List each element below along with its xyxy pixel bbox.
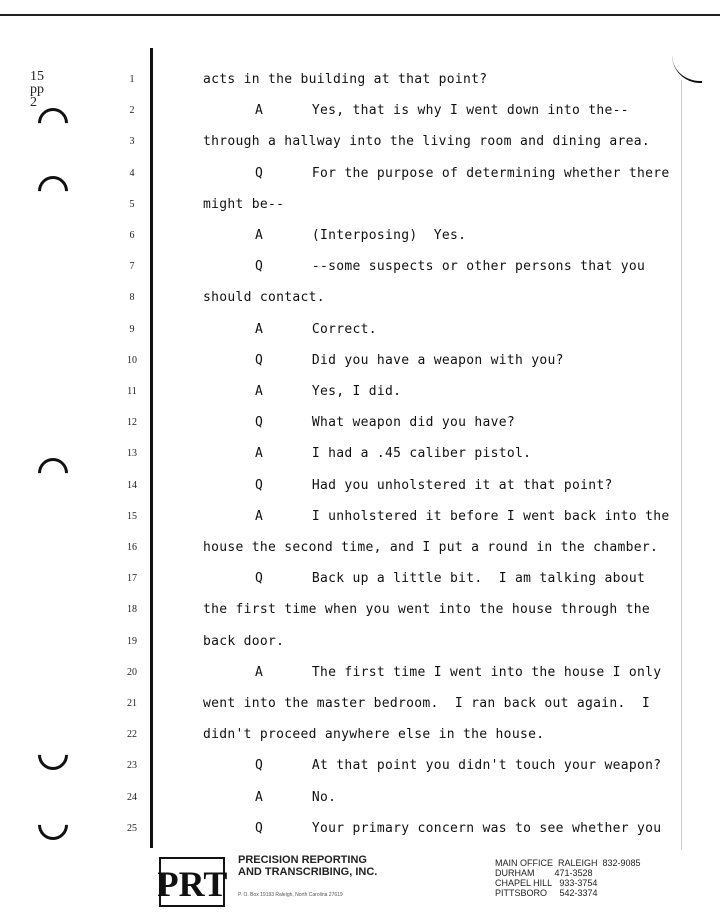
transcript-line: A I unholstered it before I went back into the: [255, 508, 670, 524]
punch-hole-icon: [32, 804, 74, 846]
transcript-line: A I had a .45 caliber pistol.: [255, 446, 532, 462]
transcript-line: A The first time I went into the house I only: [255, 664, 662, 680]
office-line: MAIN OFFICE RALEIGH 832-9085: [495, 858, 641, 868]
line-number: 6: [129, 230, 135, 241]
punch-hole-icon: [32, 452, 74, 494]
line-number: 23: [127, 760, 137, 772]
transcript-line: went into the master bedroom. I ran back out again. I: [203, 696, 650, 711]
margin-note: [30, 70, 44, 109]
line-number: 8: [129, 292, 135, 304]
transcript-line: Q Your primary concern was to see whether you: [255, 820, 662, 836]
line-number: 18: [127, 604, 137, 616]
line-number: 22: [127, 729, 137, 741]
office-list: [495, 858, 641, 898]
firm-name: [238, 854, 377, 878]
transcript-line: back door.: [203, 633, 285, 649]
office-line: DURHAM 471-3528: [495, 868, 593, 878]
line-number: 21: [127, 698, 137, 709]
transcript-line: A Yes, that is why I went down into the--: [255, 103, 629, 119]
line-number: 19: [127, 635, 137, 647]
punch-hole-icon: [32, 734, 74, 776]
transcript-line: Q Back up a little bit. I am talking about: [255, 571, 646, 587]
top-rule: [0, 14, 720, 16]
line-number: 24: [127, 791, 137, 803]
line-number: 17: [127, 573, 137, 585]
line-number: 14: [127, 479, 137, 491]
firm-logo: [158, 854, 228, 910]
transcript-line: house the second time, and I put a round in the chamber.: [203, 540, 659, 555]
firm-address: P. O. Box 19193 Raleigh, North Carolina 27619: [238, 892, 343, 898]
line-number: 10: [127, 354, 137, 366]
margin-note-line: pp: [30, 82, 44, 97]
transcript-line: might be--: [203, 196, 285, 212]
line-number: 20: [127, 666, 137, 678]
office-line: CHAPEL HILL 933-3754: [495, 878, 598, 888]
page-corner-mark: [672, 55, 702, 83]
line-number: 12: [127, 417, 137, 429]
line-number: 25: [127, 822, 137, 834]
transcript-line: A Yes, I did.: [255, 384, 402, 399]
line-number: 4: [129, 167, 135, 179]
transcript-line: Q At that point you didn't touch your weapon?: [255, 758, 662, 774]
line-number: 2: [129, 105, 135, 117]
transcript-line: through a hallway into the living room and dining area.: [203, 134, 650, 150]
transcript-line: A Correct.: [255, 321, 377, 337]
line-number: 1: [129, 74, 135, 85]
transcript-line: A No.: [255, 789, 337, 805]
transcript-line: should contact.: [203, 290, 325, 306]
line-number: 16: [127, 542, 137, 553]
line-number: 5: [129, 198, 135, 210]
line-number: 3: [129, 136, 135, 148]
firm-name-line: AND TRANSCRIBING, INC.: [238, 866, 378, 878]
margin-rule: [150, 48, 153, 848]
transcript-line: Q For the purpose of determining whether there: [255, 165, 670, 181]
line-number: 15: [127, 510, 137, 522]
transcript-line: A (Interposing) Yes.: [255, 228, 467, 243]
margin-note-line: 15: [30, 69, 44, 84]
transcript-line: acts in the building at that point?: [203, 72, 488, 87]
logo-text: PRT: [158, 864, 228, 904]
transcript-line: Q Had you unholstered it at that point?: [255, 477, 613, 493]
firm-name-line: PRECISION REPORTING: [238, 854, 367, 866]
office-line: PITTSBORO 542-3374: [495, 888, 598, 898]
page-footer: [150, 850, 690, 910]
margin-note-line: 2: [30, 95, 37, 110]
line-number: 11: [127, 386, 137, 397]
transcript-line: Q --some suspects or other persons that you: [255, 259, 646, 275]
right-rule: [681, 80, 682, 850]
line-number: 9: [129, 323, 135, 335]
transcript-line: the first time when you went into the house through the: [203, 602, 650, 618]
line-number: 7: [129, 261, 135, 273]
line-number: 13: [127, 448, 137, 460]
transcript-line: Q Did you have a weapon with you?: [255, 352, 564, 368]
transcript-line: didn't proceed anywhere else in the house.: [203, 727, 545, 743]
transcript-line: Q What weapon did you have?: [255, 415, 516, 431]
punch-hole-icon: [32, 170, 74, 212]
